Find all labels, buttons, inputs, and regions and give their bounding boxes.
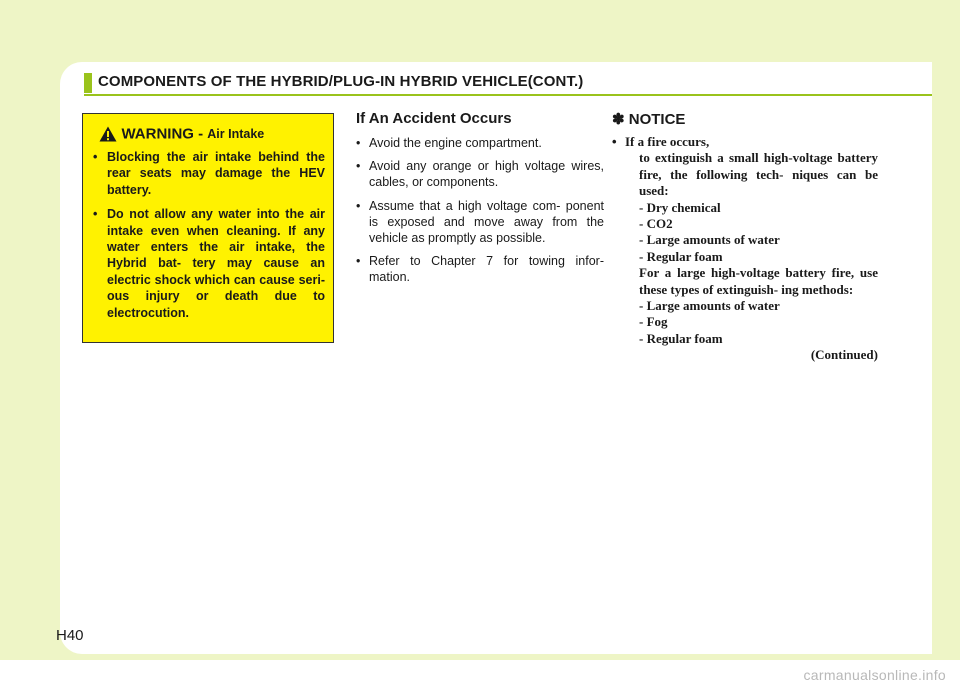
accident-item: • Refer to Chapter 7 for towing infor- mation. bbox=[356, 254, 604, 285]
notice-heading bbox=[612, 110, 878, 128]
notice-line: - Dry chemical bbox=[639, 199, 721, 215]
accident-section bbox=[356, 110, 604, 293]
notice-body: • If a fire occurs, to extinguish a small high-voltage battery fire, the following tech- niques can be used: - Dry chemical - CO2 - Large amounts of water - Regular foam For a large high-voltage battery fire, use these types of extinguish- ing methods: - Large amounts of water - Fog - Regular foam (Continued) bbox=[612, 134, 878, 363]
notice-section bbox=[612, 110, 878, 364]
notice-line: If a fire occurs, bbox=[625, 134, 710, 149]
notice-line: - Regular foam bbox=[639, 248, 723, 264]
notice-line: - Large amounts of water bbox=[639, 298, 780, 314]
warning-heading bbox=[99, 125, 264, 143]
warning-subtitle: Air Intake bbox=[207, 126, 265, 141]
warning-triangle-icon bbox=[99, 126, 117, 142]
watermark-text: carmanualsonline.info bbox=[803, 667, 946, 683]
notice-line: to extinguish a small high-voltage battery fire, the following tech- niques can be used: bbox=[639, 150, 878, 199]
header-underline bbox=[84, 94, 932, 96]
section-header bbox=[84, 70, 932, 96]
warning-item: • Do not allow any water into the air intake even when cleaning. If any water enters the air intake, the Hybrid bat- tery may cause an electric shock which can cause seri- ous injury or death due to electrocution. bbox=[93, 207, 325, 320]
accident-list bbox=[356, 135, 604, 286]
accident-item: • Avoid any orange or high voltage wires, cables, or components. bbox=[356, 159, 604, 190]
notice-line: - Regular foam bbox=[639, 330, 723, 346]
notice-title: NOTICE bbox=[628, 111, 686, 128]
notice-line: - Fog bbox=[639, 314, 668, 330]
warning-title: WARNING - bbox=[121, 125, 208, 143]
accident-item: • Assume that a high voltage com- ponent is exposed and move away from the vehicle as promptly as possible. bbox=[356, 198, 604, 246]
warning-item: • Blocking the air intake behind the rear seats may damage the HEV battery. bbox=[93, 150, 325, 197]
notice-continued: (Continued) bbox=[810, 347, 878, 363]
section-title: COMPONENTS OF THE HYBRID/PLUG-IN HYBRID VEHICLE(CONT.) bbox=[98, 73, 584, 90]
page-number: H40 bbox=[56, 627, 84, 644]
notice-line: - CO2 bbox=[639, 216, 673, 232]
header-accent-bar bbox=[84, 73, 92, 93]
notice-star-icon: ✽ bbox=[612, 111, 625, 128]
warning-box bbox=[82, 113, 334, 343]
notice-line: For a large high-voltage battery fire, use these types of extinguish- ing methods: bbox=[639, 265, 878, 297]
accident-title: If An Accident Occurs bbox=[356, 110, 512, 127]
accident-item: • Avoid the engine compartment. bbox=[356, 136, 542, 150]
notice-line: - Large amounts of water bbox=[639, 232, 780, 248]
warning-list bbox=[93, 149, 325, 329]
